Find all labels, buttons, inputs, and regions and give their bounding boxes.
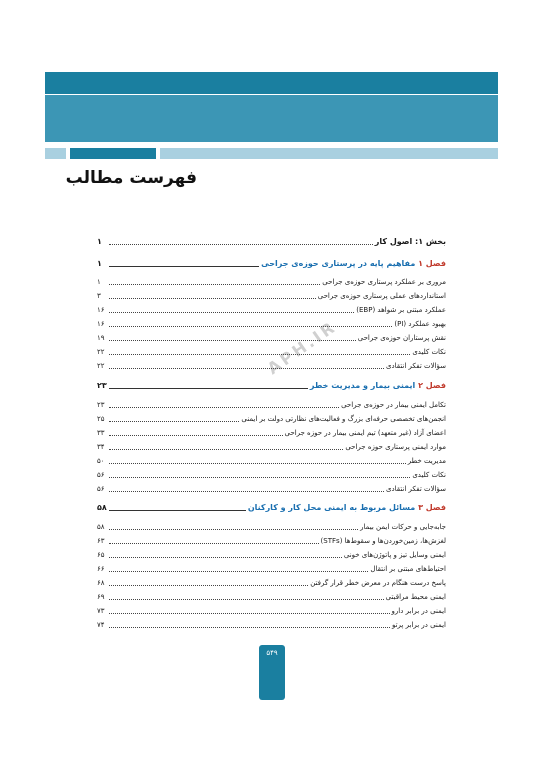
dot-leader [109,509,246,511]
toc-item [97,589,446,602]
toc-page-number: ۱ [97,278,101,286]
dot-leader [109,387,308,389]
dot-leader [109,584,308,586]
toc-chapter [97,378,446,391]
dot-leader [109,476,410,478]
toc-page-number: ۵۰ [97,457,105,465]
toc-entry-title [358,333,446,343]
dot-leader [109,406,339,408]
toc-item [97,425,446,438]
toc-entry-text: مروری بر عملکرد پرستاری حوزه‌ی جراحی [322,278,446,286]
toc-page-number: ۵۸ [97,503,107,512]
toc-page-number: ۱۶ [97,320,105,328]
dot-leader [109,265,259,267]
toc-entry-title [248,503,446,513]
toc-entry-title [310,578,446,588]
toc-entry-title [386,484,446,494]
page-number: ۵۴۹ [266,649,278,657]
header-strip-accent [70,148,156,159]
toc-entry-text: ایمنی بیمار و مدیریت خطر [309,381,416,390]
toc-entry-title [318,291,446,301]
dot-leader [109,325,392,327]
toc-entry-title [321,536,446,546]
toc-entry-text: تکامل ایمنی بیمار در حوزه‌ی جراحی [341,401,446,409]
toc-page-number: ۶۶ [97,565,105,573]
toc-item [97,288,446,301]
chapter-label: فصل ۳ [418,503,446,512]
toc-page-number: ۶۹ [97,593,105,601]
toc-page-number: ۲۳ [97,401,105,409]
toc-page-number: ۲۳ [97,381,107,390]
dot-leader [109,462,406,464]
dot-leader [109,556,342,558]
toc-entry-text: جابه‌جایی و حرکات ایمن بیمار [360,523,446,531]
toc-entry-title [392,606,446,616]
dot-leader [109,243,373,245]
dot-leader [109,612,390,614]
toc-entry-text: موارد ایمنی پرستاری حوزه جراحی [345,443,446,451]
dot-leader [109,353,410,355]
toc-page-number: ۵۶ [97,471,105,479]
header-strip-right [160,148,498,159]
toc-entry-text: پاسخ درست هنگام در معرض خطر قرار گرفتن [310,579,446,587]
toc-entry-text: نکات کلیدی [412,471,446,479]
toc-item [97,467,446,480]
toc-entry-title [261,259,446,269]
toc-entry-text: عملکرد مبتنی بر شواهد (EBP) [356,306,446,314]
toc-page-number: ۳۳ [97,429,105,437]
toc-entry-title [386,592,446,602]
header-band-main [45,95,498,142]
toc-page-number: ۶۸ [97,579,105,587]
toc-item [97,561,446,574]
toc-item [97,481,446,494]
toc-page-number: ۲۲ [97,348,105,356]
dot-leader [109,297,316,299]
toc-chapter [97,500,446,513]
toc-entry-title [360,522,446,532]
toc-entry-text: بهبود عملکرد (PI) [394,320,446,328]
toc-item [97,344,446,357]
toc-entry-text: نکات کلیدی [412,348,446,356]
toc-chapter [97,256,446,269]
toc-item [97,302,446,315]
toc-item [97,411,446,424]
toc-entry-title [392,620,446,630]
toc-page-number: ۲۵ [97,415,105,423]
toc-entry-title [341,400,446,410]
dot-leader [109,367,384,369]
toc-entry-title [356,305,446,315]
toc-item [97,316,446,329]
toc-entry-text: ایمنی محیط مراقبتی [385,593,446,601]
watermark: APH.IR [263,316,341,379]
toc-page-number: ۵۸ [97,523,105,531]
chapter-label: فصل ۲ [418,381,446,390]
toc-entry-title [322,277,446,287]
toc-entry-title [394,319,446,329]
toc-entry-text: مسائل مربوط به ایمنی محل کار و کارکنان [247,503,416,512]
toc-entry-text: مفاهیم پایه در پرستاری حوزه‌ی جراحی [261,259,416,268]
toc-part [97,234,446,247]
toc-page-number: ۳ [97,292,101,300]
toc-item [97,547,446,560]
toc-entry-text: ایمنی در برابر دارو [391,607,446,615]
toc-item [97,519,446,532]
toc-entry-text: مدیریت خطر [407,457,446,465]
chapter-label: فصل ۱ [418,259,446,268]
dot-leader [109,570,368,572]
toc-page-number: ۶۵ [97,551,105,559]
dot-leader [109,420,239,422]
toc-page-number: ۱ [97,237,102,246]
toc-entry-text: استانداردهای عملی پرستاری حوزه‌ی جراحی [317,292,446,300]
dot-leader [109,528,358,530]
toc-page-number: ۱۶ [97,306,105,314]
header-band-top [45,72,498,94]
toc-page-number: ۷۳ [97,607,105,615]
dot-leader [109,283,320,285]
toc-entry-title [386,361,446,371]
dot-leader [109,311,354,313]
dot-leader [109,542,319,544]
toc-item [97,397,446,410]
toc-entry-title [412,347,446,357]
toc-entry-title [375,237,446,247]
toc-entry-text: انجمن‌های تخصصی حرفه‌ای بزرگ و فعالیت‌های نظارتی دولت بر ایمنی [241,415,446,423]
toc-page-number: ۱ [97,259,102,268]
toc-entry-text: سؤالات تفکر انتقادی [386,362,446,370]
toc-entry-title [370,564,446,574]
toc-entry-text: سؤالات تفکر انتقادی [386,485,446,493]
dot-leader [109,626,390,628]
toc-entry-title [344,550,446,560]
toc-page-number: ۷۴ [97,621,105,629]
toc-entry-title [241,414,446,424]
toc-page-number: ۲۲ [97,362,105,370]
toc-entry-text: ایمنی وسایل تیز و پاتوژن‌های خونی [343,551,446,559]
toc-item [97,274,446,287]
toc-item [97,358,446,371]
toc-item [97,453,446,466]
dot-leader [109,490,384,492]
toc-page-number: ۵۶ [97,485,105,493]
toc-entry-text: احتیاط‌های مبتنی بر انتقال [370,565,446,573]
dot-leader [109,448,343,450]
toc-entry-text: نقش پرستاران حوزه‌ی جراحی [357,334,446,342]
dot-leader [109,339,356,341]
toc-page-number: ۶۳ [97,537,105,545]
toc-item [97,330,446,343]
toc-entry-text: اعضای آزاد (غیر متعهد) تیم ایمنی بیمار در حوزه جراحی [284,429,446,437]
dot-leader [109,598,384,600]
toc-entry-text: بخش ۱: اصول کار [374,237,446,246]
header-strip-left [45,148,66,159]
toc-item [97,603,446,616]
toc-item [97,439,446,452]
page-number-tab [259,645,285,700]
toc-entry-text: لغزش‌ها، زمین‌خوردن‌ها و سقوط‌ها (STFs) [320,537,446,545]
toc-entry-title [408,456,446,466]
toc-entry-title [412,470,446,480]
toc-item [97,533,446,546]
toc-entry-title [285,428,446,438]
page-title: فهرست مطالب [65,168,197,188]
toc-item [97,617,446,630]
toc-entry-text: ایمنی در برابر پرتو [391,621,446,629]
toc-page-number: ۳۴ [97,443,105,451]
dot-leader [109,434,283,436]
toc-item [97,575,446,588]
toc-entry-title [310,381,446,391]
toc-entry-title [345,442,446,452]
toc-page-number: ۱۹ [97,334,105,342]
